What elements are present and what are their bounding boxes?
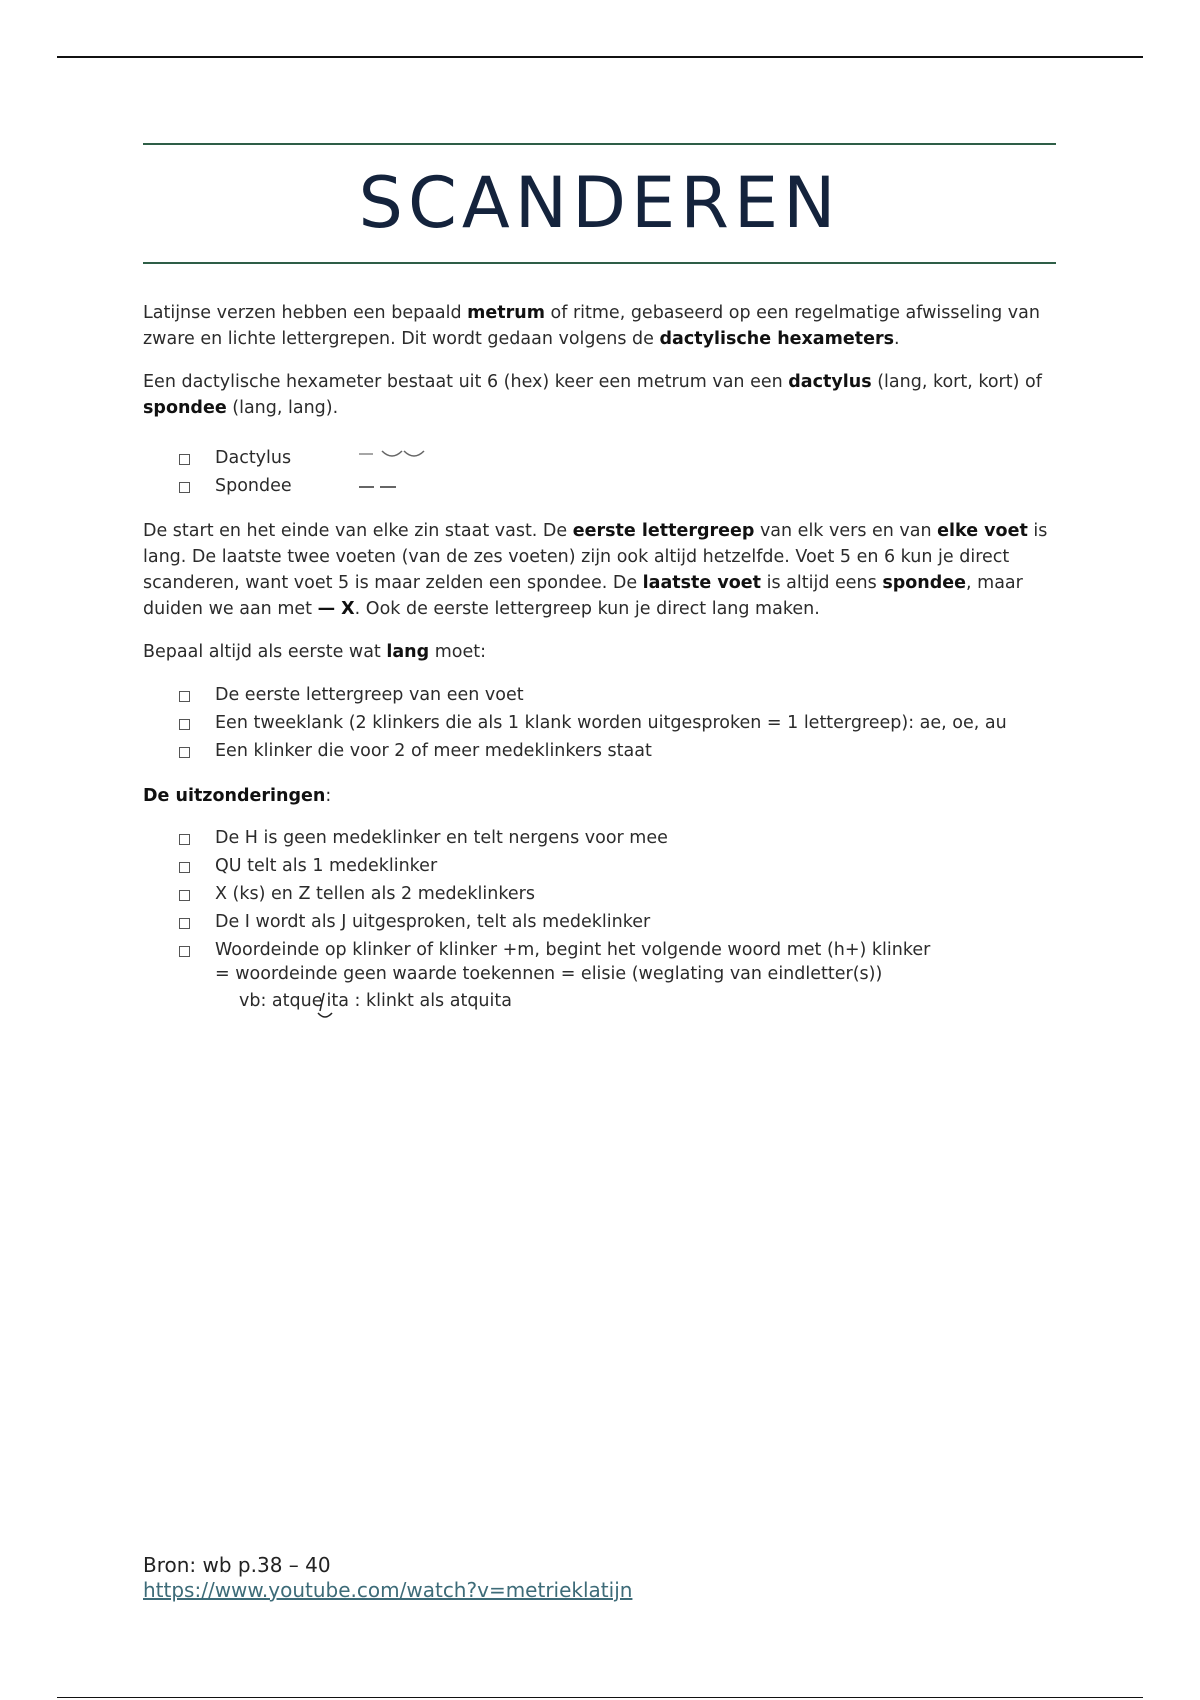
spondee-meter-icon xyxy=(357,472,437,500)
page-title: SCANDEREN xyxy=(358,162,841,244)
heading-text: De uitzonderingen xyxy=(143,786,326,806)
foot-label: Spondee xyxy=(215,476,292,496)
list-item-text: QU telt als 1 medeklinker xyxy=(215,856,438,876)
checkbox-bullet-icon xyxy=(179,918,190,929)
elision-mark-icon xyxy=(314,989,344,1023)
list-item xyxy=(179,936,930,964)
text: De start en het einde van elke zin staat vast. De xyxy=(143,521,573,541)
example-elided xyxy=(326,991,348,1011)
elisie-definition: = woordeinde geen waarde toekennen = elisie (weglating van eindletter(s)) xyxy=(215,964,883,984)
text: Bepaal altijd als eerste wat xyxy=(143,642,387,662)
list-item-text: De eerste lettergreep van een voet xyxy=(215,685,524,705)
lang-rules-list xyxy=(179,681,1007,765)
exceptions-heading xyxy=(143,783,1056,809)
source-link[interactable]: https://www.youtube.com/watch?v=metrieklatijn xyxy=(143,1578,633,1602)
example-text: : klinkt als atquita xyxy=(348,991,512,1011)
source-block xyxy=(143,1553,632,1603)
list-item-text: X (ks) en Z tellen als 2 medeklinkers xyxy=(215,884,535,904)
checkbox-bullet-icon xyxy=(179,719,190,730)
text: moet: xyxy=(429,642,486,662)
list-item xyxy=(179,908,930,936)
list-item-dactylus xyxy=(179,444,292,472)
text: of ritme, gebaseerd op een regelmatige afwisseling van zware en lichte lettergrepen. Dit wordt gedaan volgens de xyxy=(143,303,1040,349)
term-elke-voet: elke voet xyxy=(937,521,1028,541)
term-laatste-voet: laatste voet xyxy=(642,573,762,593)
example-text: vb: atque xyxy=(239,991,323,1011)
intro-paragraph xyxy=(143,300,1056,352)
list-item xyxy=(179,709,1007,737)
list-item-text: Een klinker die voor 2 of meer medeklinkers staat xyxy=(215,741,652,761)
feet-list xyxy=(179,444,292,500)
term-eerste-lettergreep: eerste lettergreep xyxy=(572,521,755,541)
list-item xyxy=(179,852,930,880)
list-item-spondee xyxy=(179,472,292,500)
rules-paragraph xyxy=(143,518,1056,622)
text: van elk vers en van xyxy=(754,521,938,541)
checkbox-bullet-icon xyxy=(179,482,190,493)
list-item xyxy=(179,824,930,852)
term-lang: lang xyxy=(386,642,430,662)
term-dactylische-hexameters: dactylische hexameters xyxy=(659,329,894,349)
text: . xyxy=(894,329,900,349)
text: is altijd eens xyxy=(761,573,883,593)
text: is lang. De laatste twee voeten (van de zes voeten) zijn ook altijd hetzelfde. Voet 5 en 6 kun je direct scanderen, want voet 5 is maar zelden een spondee. De xyxy=(143,521,1048,593)
title-rule-top xyxy=(143,143,1056,145)
text: : xyxy=(325,786,332,806)
list-item-text: De I wordt als J uitgesproken, telt als medeklinker xyxy=(215,912,651,932)
list-item xyxy=(179,880,930,908)
checkbox-bullet-icon xyxy=(179,834,190,845)
exceptions-list xyxy=(179,824,930,964)
source-label: Bron: wb p.38 – 40 xyxy=(143,1553,331,1577)
hexameter-paragraph xyxy=(143,369,1056,421)
list-item-text: De H is geen medeklinker en telt nergens voor mee xyxy=(215,828,668,848)
checkbox-bullet-icon xyxy=(179,691,190,702)
term-dactylus: dactylus xyxy=(788,372,872,392)
dactylus-meter-icon xyxy=(357,444,437,472)
checkbox-bullet-icon xyxy=(179,946,190,957)
term-long-x: — X xyxy=(317,599,355,619)
text: Een dactylische hexameter bestaat uit 6 (hex) keer een metrum van een xyxy=(143,372,789,392)
document-body xyxy=(143,0,1056,1700)
checkbox-bullet-icon xyxy=(179,862,190,873)
foot-label: Dactylus xyxy=(215,448,292,468)
page-bottom-rule xyxy=(57,1697,1143,1698)
checkbox-bullet-icon xyxy=(179,454,190,465)
term-spondee: spondee xyxy=(143,398,227,418)
title-rule-bottom xyxy=(143,262,1056,264)
list-item-text: Woordeinde op klinker of klinker +m, begint het volgende woord met (h+) klinker xyxy=(215,940,931,960)
list-item-text: Een tweeklank (2 klinkers die als 1 klank worden uitgesproken = 1 lettergreep): ae, oe, au xyxy=(215,713,1007,733)
text: , maar duiden we aan met xyxy=(143,573,1023,619)
text: (lang, kort, kort) of xyxy=(871,372,1042,392)
text: Latijnse verzen hebben een bepaald xyxy=(143,303,468,323)
list-item xyxy=(179,737,1007,765)
term-spondee: spondee xyxy=(882,573,967,593)
list-item xyxy=(179,681,1007,709)
checkbox-bullet-icon xyxy=(179,890,190,901)
term-metrum: metrum xyxy=(467,303,545,323)
checkbox-bullet-icon xyxy=(179,747,190,758)
example-text: ita xyxy=(326,991,349,1011)
elisie-example xyxy=(239,991,512,1011)
text: (lang, lang). xyxy=(226,398,339,418)
text: . Ook de eerste lettergreep kun je direct lang maken. xyxy=(354,599,820,619)
lang-intro xyxy=(143,639,1056,665)
